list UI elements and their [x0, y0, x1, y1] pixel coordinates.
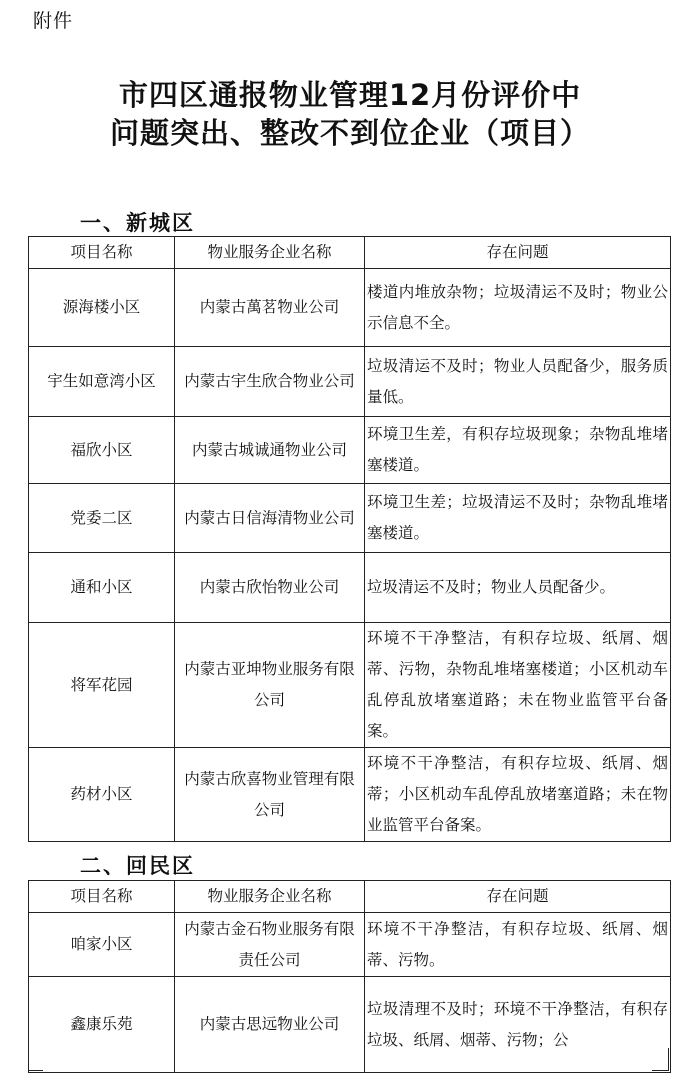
table-row — [29, 748, 671, 842]
project-name-cell: 将军花园 — [29, 623, 175, 748]
project-name-cell: 药材小区 — [29, 748, 175, 842]
project-name-cell: 宇生如意湾小区 — [29, 347, 175, 417]
attachment-label: 附件 — [33, 10, 74, 32]
column-header-project: 项目名称 — [29, 237, 175, 269]
issues-cell: 楼道内堆放杂物；垃圾清运不及时；物业公示信息不全。 — [365, 269, 671, 347]
project-name-cell: 福欣小区 — [29, 417, 175, 484]
table-row — [29, 417, 671, 484]
table-row — [29, 913, 671, 977]
table-row — [29, 484, 671, 553]
table-row — [29, 623, 671, 748]
section-heading-huimin: 二、回民区 — [80, 854, 195, 878]
company-name-cell: 内蒙古萬茗物业公司 — [175, 269, 365, 347]
issues-cell: 环境不干净整洁，有积存垃圾、纸屑、烟蒂、污物，杂物乱堆堵塞楼道；小区机动车乱停乱放堵塞道路；未在物业监管平台备案。 — [365, 623, 671, 748]
table-huimin — [28, 880, 671, 1073]
document-title-line-1: 市四区通报物业管理12月份评价中 — [118, 78, 582, 112]
table-header-row — [29, 881, 671, 913]
page-corner-mark-left — [28, 1048, 43, 1071]
company-name-cell: 内蒙古欣怡物业公司 — [175, 553, 365, 623]
company-name-cell: 内蒙古日信海清物业公司 — [175, 484, 365, 553]
table-row — [29, 347, 671, 417]
table-row — [29, 553, 671, 623]
company-name-cell: 内蒙古金石物业服务有限责任公司 — [175, 913, 365, 977]
project-name-cell: 党委二区 — [29, 484, 175, 553]
project-name-cell: 通和小区 — [29, 553, 175, 623]
project-name-cell: 鑫康乐苑 — [29, 977, 175, 1073]
table-row — [29, 269, 671, 347]
issues-cell: 环境不干净整洁，有积存垃圾、纸屑、烟蒂、污物。 — [365, 913, 671, 977]
issues-cell: 环境卫生差；垃圾清运不及时；杂物乱堆堵塞楼道。 — [365, 484, 671, 553]
table-header-row — [29, 237, 671, 269]
column-header-issues: 存在问题 — [365, 237, 671, 269]
page-corner-mark-right — [652, 1048, 669, 1071]
company-name-cell: 内蒙古思远物业公司 — [175, 977, 365, 1073]
column-header-project: 项目名称 — [29, 881, 175, 913]
table-row — [29, 977, 671, 1073]
table-xincheng — [28, 236, 671, 842]
company-name-cell: 内蒙古亚坤物业服务有限公司 — [175, 623, 365, 748]
issues-cell: 环境不干净整洁，有积存垃圾、纸屑、烟蒂；小区机动车乱停乱放堵塞道路；未在物业监管平台备案。 — [365, 748, 671, 842]
document-title-line-2: 问题突出、整改不到位企业（项目） — [109, 116, 590, 150]
column-header-company: 物业服务企业名称 — [175, 881, 365, 913]
company-name-cell: 内蒙古城诚通物业公司 — [175, 417, 365, 484]
column-header-company: 物业服务企业名称 — [175, 237, 365, 269]
section-heading-xincheng: 一、新城区 — [80, 211, 195, 235]
issues-cell: 垃圾清运不及时；物业人员配备少，服务质量低。 — [365, 347, 671, 417]
issues-cell: 环境卫生差，有积存垃圾现象；杂物乱堆堵塞楼道。 — [365, 417, 671, 484]
issues-cell: 垃圾清运不及时；物业人员配备少。 — [365, 553, 671, 623]
company-name-cell: 内蒙古宇生欣合物业公司 — [175, 347, 365, 417]
project-name-cell: 源海楼小区 — [29, 269, 175, 347]
company-name-cell: 内蒙古欣喜物业管理有限公司 — [175, 748, 365, 842]
column-header-issues: 存在问题 — [365, 881, 671, 913]
project-name-cell: 咱家小区 — [29, 913, 175, 977]
issues-cell: 垃圾清理不及时；环境不干净整洁，有积存垃圾、纸屑、烟蒂、污物；公 — [365, 977, 671, 1073]
